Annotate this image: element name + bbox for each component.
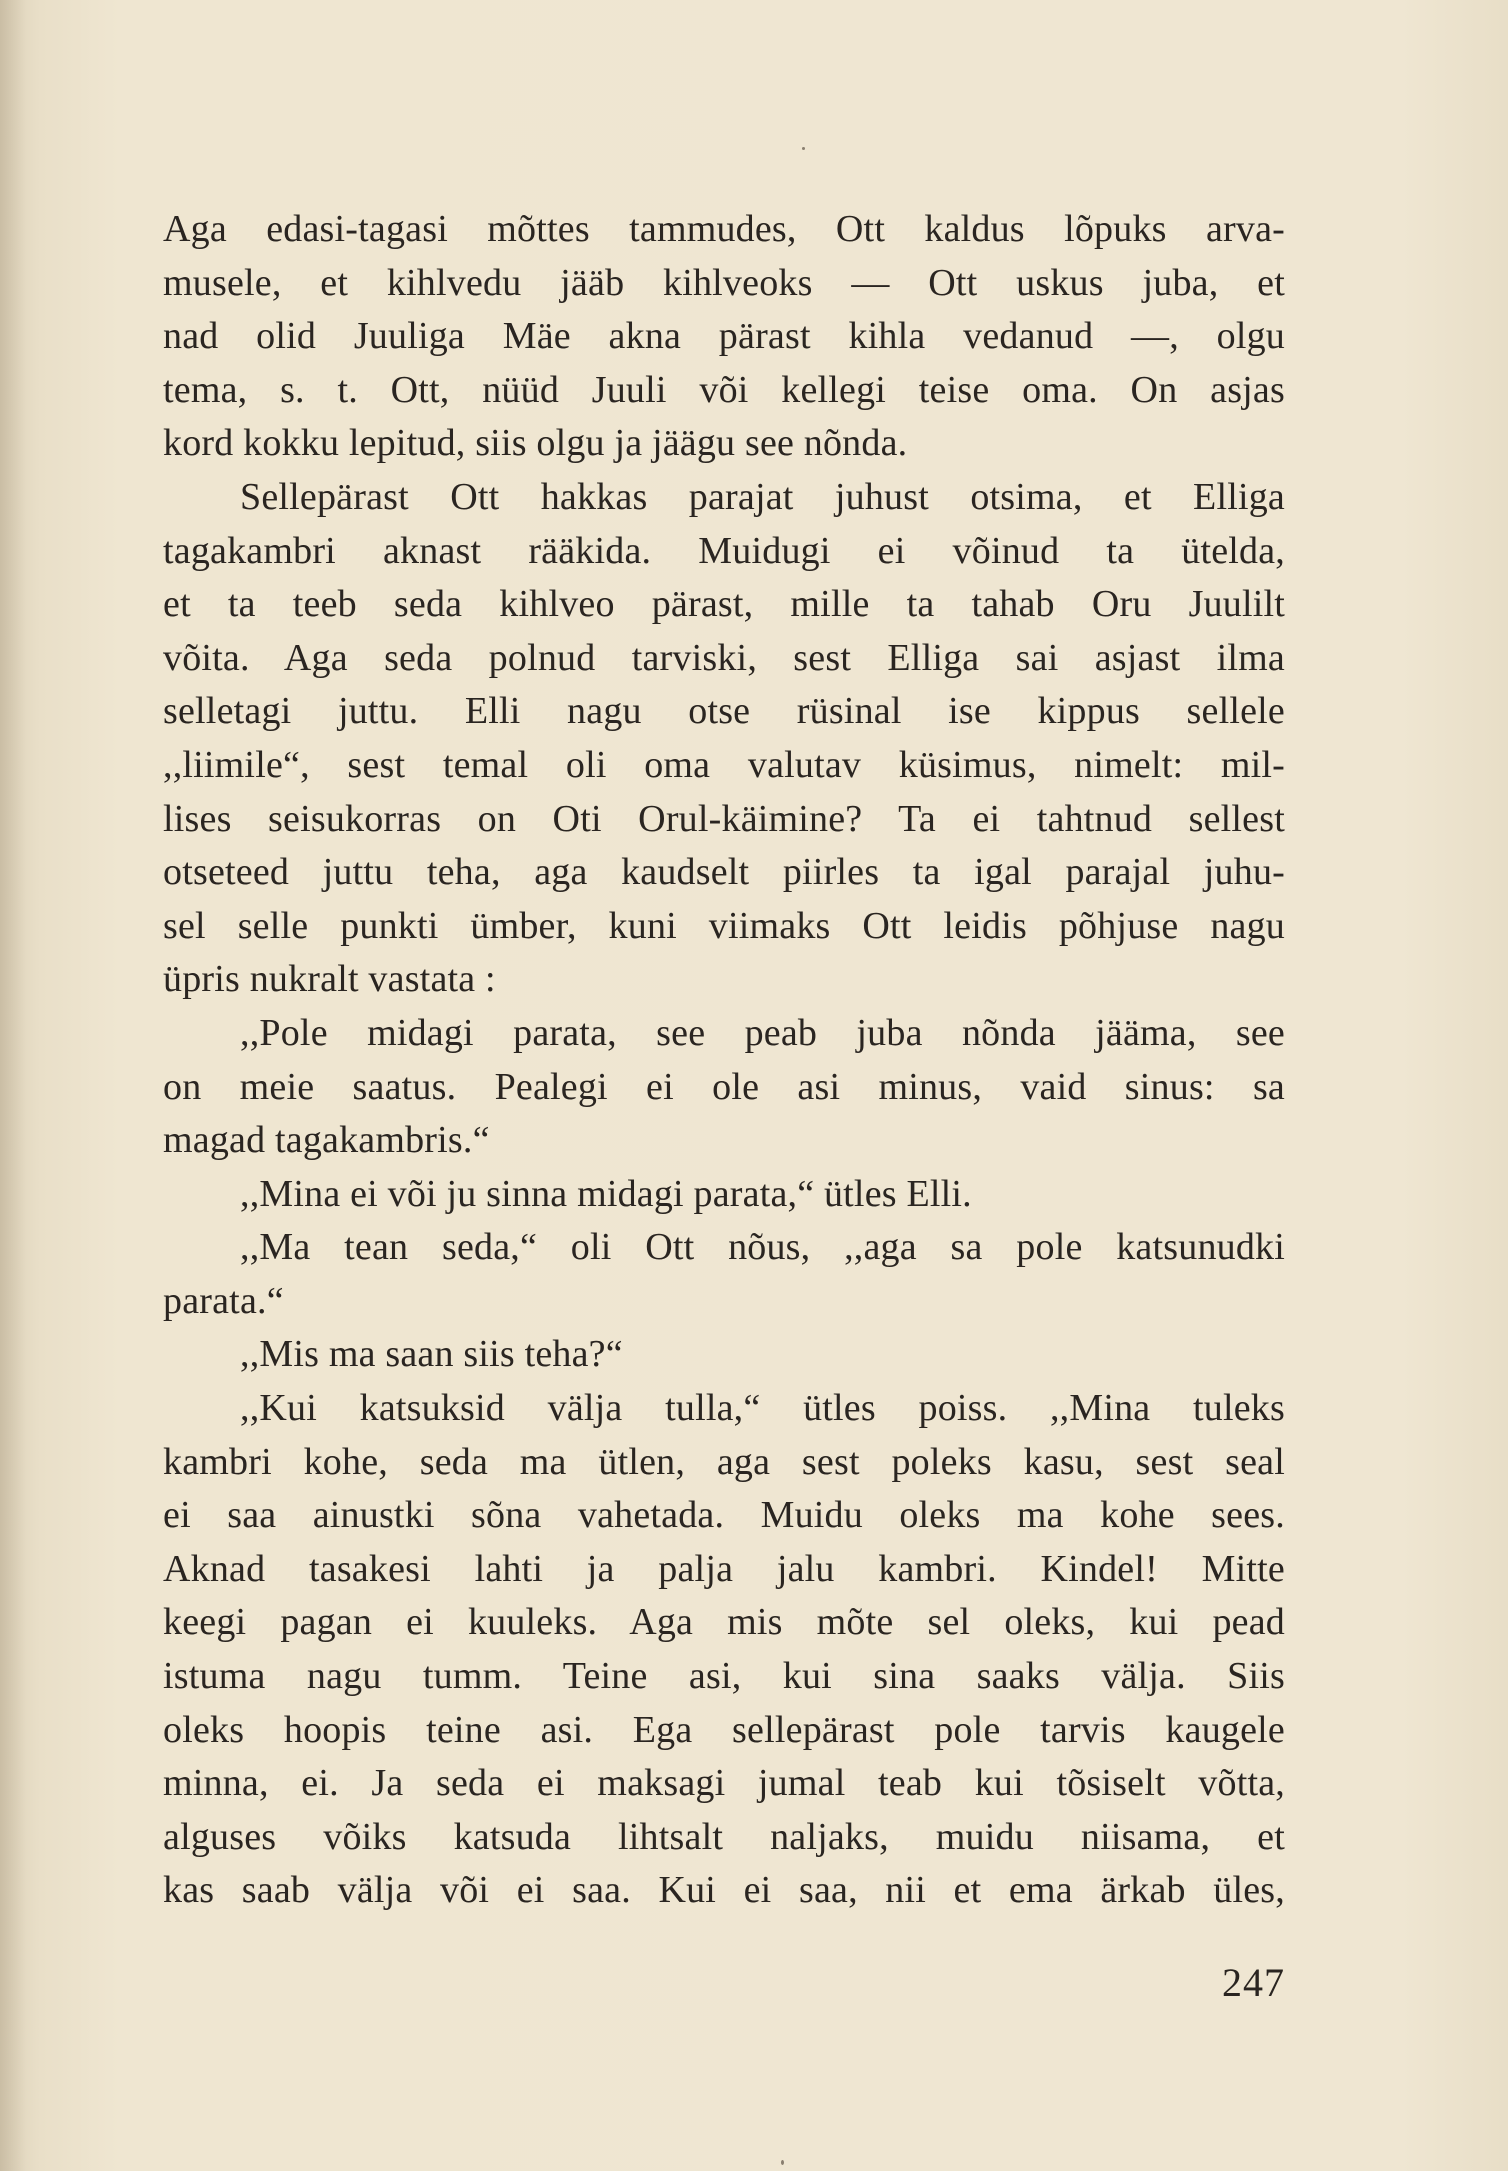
text-line: istuma nagu tumm. Teine asi, kui sina saaks välja. Siis xyxy=(163,1655,1285,1698)
text-line: ,,liimile“, sest temal oli oma valutav küsimus, nimelt: mil- xyxy=(163,743,1285,786)
text-line: ,,Mina ei või ju sinna midagi parata,“ ütles Elli. xyxy=(240,1172,972,1215)
text-line: Sellepärast Ott hakkas parajat juhust otsima, et Elliga xyxy=(240,475,1285,518)
text-line: Aga edasi-tagasi mõttes tammudes, Ott kaldus lõpuks arva- xyxy=(163,208,1285,250)
text-line: nad olid Juuliga Mäe akna pärast kihla vedanud —, olgu xyxy=(163,315,1285,358)
page-number: 247 xyxy=(1222,1960,1285,2005)
text-line: alguses võiks katsuda lihtsalt naljaks, muidu niisama, et xyxy=(163,1815,1285,1858)
text-line: musele, et kihlvedu jääb kihlveoks — Ott uskus juba, et xyxy=(163,261,1285,304)
spine-shadow xyxy=(0,0,26,2171)
text-line: ei saa ainustki sõna vahetada. Muidu oleks ma kohe sees. xyxy=(163,1494,1285,1537)
text-line: otseteed juttu teha, aga kaudselt piirles ta igal parajal juhu- xyxy=(163,851,1285,894)
text-line: oleks hoopis teine asi. Ega sellepärast pole tarvis kaugele xyxy=(163,1708,1285,1751)
paper-speck xyxy=(781,2160,784,2165)
text-line: võita. Aga seda polnud tarviski, sest Elliga sai asjast ilma xyxy=(163,636,1285,679)
paper-speck xyxy=(802,147,805,150)
text-line: minna, ei. Ja seda ei maksagi jumal teab kui tõsiselt võtta, xyxy=(163,1762,1285,1805)
text-line: et ta teeb seda kihlveo pärast, mille ta tahab Oru Juulilt xyxy=(163,583,1285,626)
text-line: on meie saatus. Pealegi ei ole asi minus, vaid sinus: sa xyxy=(163,1065,1285,1108)
text-line: keegi pagan ei kuuleks. Aga mis mõte sel oleks, kui pead xyxy=(163,1601,1285,1644)
body-text xyxy=(163,203,1285,1918)
text-line: tagakambri aknast rääkida. Muidugi ei võinud ta ütelda, xyxy=(163,529,1285,572)
text-line: ,,Ma tean seda,“ oli Ott nõus, ,,aga sa pole katsunudki xyxy=(240,1226,1285,1269)
text-line: kord kokku lepitud, siis olgu ja jäägu see nõnda. xyxy=(163,422,908,465)
text-line: lises seisukorras on Oti Orul-käimine? Ta ei tahtnud sellest xyxy=(163,797,1285,840)
text-line: ,,Mis ma saan siis teha?“ xyxy=(240,1333,623,1376)
text-line: ,,Kui katsuksid välja tulla,“ ütles poiss. ,,Mina tuleks xyxy=(240,1387,1285,1430)
text-line: kambri kohe, seda ma ütlen, aga sest poleks kasu, sest seal xyxy=(163,1440,1285,1483)
text-line: magad tagakambris.“ xyxy=(163,1119,490,1162)
text-line: sel selle punkti ümber, kuni viimaks Ott leidis põhjuse nagu xyxy=(163,904,1285,947)
text-line: kas saab välja või ei saa. Kui ei saa, nii et ema ärkab üles, xyxy=(163,1869,1285,1912)
text-line: selletagi juttu. Elli nagu otse rüsinal ise kippus sellele xyxy=(163,690,1285,733)
text-line: üpris nukralt vastata : xyxy=(163,958,496,1001)
text-line: parata.“ xyxy=(163,1279,284,1322)
text-line: tema, s. t. Ott, nüüd Juuli või kellegi teise oma. On asjas xyxy=(163,368,1285,411)
text-line: Aknad tasakesi lahti ja palja jalu kambri. Kindel! Mitte xyxy=(163,1547,1285,1590)
text-line: ,,Pole midagi parata, see peab juba nõnda jääma, see xyxy=(240,1011,1285,1054)
